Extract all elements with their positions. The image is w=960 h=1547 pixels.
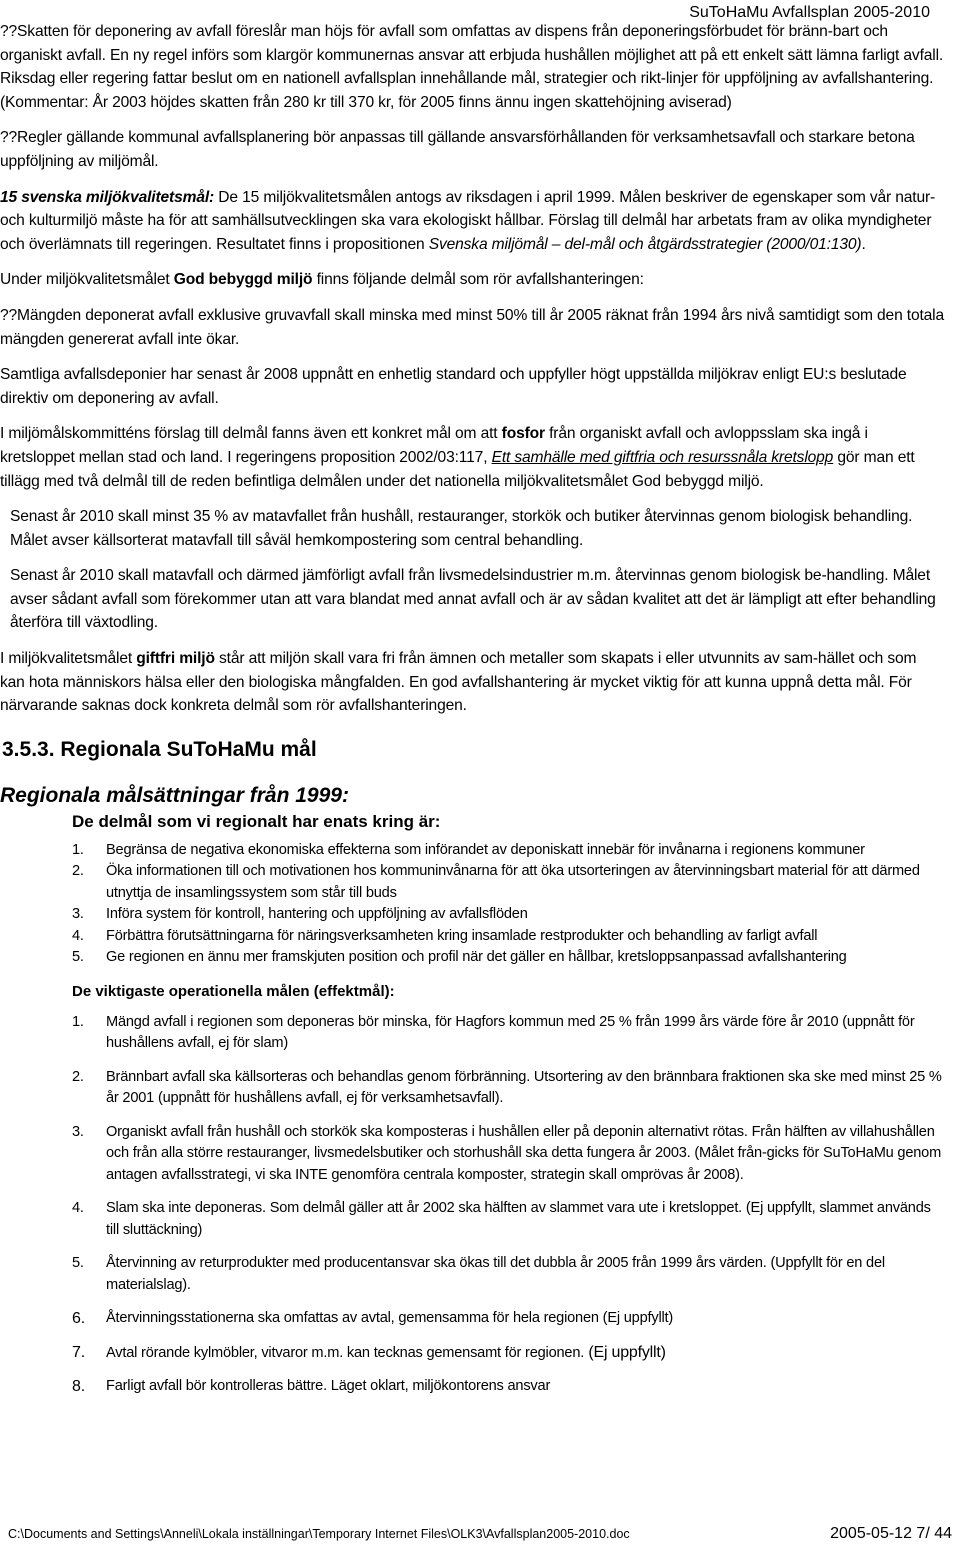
file-path: C:\Documents and Settings\Anneli\Lokala inställningar\Temporary Internet Files\OLK3\Avfallsplan2005-2010.doc: [8, 1527, 630, 1541]
list-item: 4. Slam ska inte deponeras. Som delmål gäller att år 2002 ska hälften av slammet vara ute i kretsloppet. (Ej uppfyllt, slammet används till sluttäckning): [72, 1200, 931, 1238]
list-item: 4. Förbättra förutsättningarna för näringsverksamheten kring insamlade restprodukter och behandling av farligt avfall: [72, 927, 818, 944]
list-item: 1. Begränsa de negativa ekonomiska effekterna som införandet av deponiskatt innebär för invånarna i regionens kommuner: [72, 841, 865, 858]
paragraph-phosphorus: I miljömålskommitténs förslag till delmål fanns även ett konkret mål om att fosfor från organiskt avfall och avloppsslam ska ingå i kretsloppet mellan stad och land. I regeringens proposition 2002/03:117, Ett samhälle med giftfria och resurssnåla kretslopp gör man ett tillägg med två delmål till de reden befintliga delmålen under det nationella miljökvalitetsmålet God bebyggd miljö.: [0, 425, 915, 490]
list-item: 3. Organiskt avfall från hushåll och storkök ska komposteras i hushållen eller på deponin alternativt rötas. Från hälften av villahushållen och från alla större restauranger, livsmedelsbutiker och storhushåll ska detta fungera år 2003. (Målet från-gicks för SuToHaMu genom antagen avfallsstrategi, vi ska INTE genomföra centrala komposter, strategin skall omprövas år 2008).: [72, 1123, 942, 1183]
list-item: 5. Ge regionen en ännu mer framskjuten position och profil när det gäller en hållbar, kretsloppsanpassad avfallshantering: [72, 949, 847, 966]
date-page-number: 2005-05-12 7/ 44: [830, 1525, 952, 1542]
list-item: 2. Öka informationen till och motivationen hos kommuninvånarna för att öka utsorteringen av återvinningsbart material för att därmed utnyttja de insamlingssystem som står till buds: [72, 863, 920, 901]
regional-goals-list: [0, 840, 945, 969]
list-item: 2. Brännbart avfall ska källsorteras och behandlas genom förbränning. Utsortering av den brännbara fraktionen ska ske med minst 25 % år 2001 (uppnått för hushållens avfall, ej för verksamhetsavfall).: [72, 1068, 942, 1107]
paragraph-environmental-goals: 15 svenska miljökvalitetsmål: De 15 miljökvalitetsmålen antogs av riksdagen i april 1999. Målen beskriver de egenskaper som vår natur- och kulturmiljö måste ha för att samhällsutvecklingen ska vara ekologiskt hållbar. Förslag till delmål har arbetats fram av olika myndigheter och överlämnats till regeringen. Resultatet finns i propositionen Svenska miljömål – del-mål och åtgärdsstrategier (2000/01:130).: [0, 188, 936, 253]
operational-goals-title: De viktigaste operationella målen (effektmål):: [72, 982, 395, 1000]
section-heading: 3.5.3. Regionala SuToHaMu mål: [2, 737, 317, 761]
document-footer: [8, 1525, 952, 1543]
list-item: 5. Återvinning av returprodukter med producentansvar ska ökas till det dubbla år 2005 från 1999 års värden. (Uppfyllt för en del materialslag).: [72, 1255, 885, 1293]
list-item: 7. Avtal rörande kylmöbler, vitvaror m.m. kan tecknas gemensamt för regionen. (Ej uppfyllt): [72, 1343, 666, 1361]
paragraph-municipal-rules: ??Regler gällande kommunal avfallsplanering bör anpassas till gällande ansvarsförhållanden för verksamhetsavfall och starkare betona uppföljning av miljömål.: [0, 129, 915, 170]
operational-goals-list: [0, 1012, 945, 1398]
paragraph-toxic-free: I miljökvalitetsmålet giftfri miljö står att miljön skall vara fri från ämnen och metaller som skapats i eller utvunnits av sam-hället och som kan hota människors hälsa eller den biologiska mångfalden. En god avfallshantering är mycket viktig för att kunna uppnå detta mål. För närvarande saknas dock konkreta delmål som rör avfallshanteringen.: [0, 650, 917, 715]
paragraph-good-built-environment: Under miljökvalitetsmålet God bebyggd miljö finns följande delmål som rör avfallshanteringen:: [0, 271, 644, 289]
paragraph-landfill-reduction: ??Mängden deponerat avfall exklusive gruvavfall skall minska med minst 50% till år 2005 räknat från 1994 års nivå samtidigt som den totala mängden genererat avfall inte ökar.: [0, 306, 945, 348]
paragraph-food-waste-industry: Senast år 2010 skall matavfall och därmed jämförligt avfall från livsmedelsindustrier m.m. återvinnas genom biologisk be-handling. Målet avser sådant avfall som förekommer utan att vara blandat med annat avfall och är av sådan kvalitet att det är lämpligt att efter behandling återföra till växtodling.: [10, 567, 936, 632]
bullet-marker: ??: [0, 129, 18, 147]
document-header: SuToHaMu Avfallsplan 2005-2010: [689, 4, 930, 21]
list-item: 8. Farligt avfall bör kontrolleras bättre. Läget oklart, miljökontorens ansvar: [72, 1378, 551, 1396]
paragraph-landfill-standard: Samtliga avfallsdeponier har senast år 2008 uppnått en enhetlig standard och uppfyller högt uppställda miljökrav enligt EU:s beslutade direktiv om deponering av avfall.: [0, 366, 907, 407]
document-body: [0, 20, 945, 1410]
list-item: 1. Mängd avfall i regionen som deponeras bör minska, för Hagfors kommun med 25 % från 1999 års värde före år 2010 (uppnått för hushållens avfall, ej för slam): [72, 1013, 915, 1052]
list-item: 6. Återvinningsstationerna ska omfattas av avtal, gemensamma för hela regionen (Ej uppfyllt): [72, 1310, 674, 1328]
paragraph-tax-proposal: ??Skatten för deponering av avfall föreslår man höjs för avfall som omfattas av dispens från deponeringsförbudet för bränn-bart och organiskt avfall. En ny regel införs som klargör kommunernas ansvar att erbjuda hushållen möjlighet att på ett enkelt sätt lämna farligt avfall. Riksdag eller regering fattar beslut om en nationell avfallsplan innehållande mål, strategier och rikt-linjer för uppföljning av avfallshantering. (Kommentar: År 2003 höjdes skatten från 280 kr till 370 kr, för 2005 finns ännu ingen skattehöjning aviserad): [0, 23, 944, 111]
regional-goals-title: Regionala målsättningar från 1999:: [0, 783, 349, 807]
bullet-marker: ??: [0, 306, 18, 324]
list-item: 3. Införa system för kontroll, hantering och uppföljning av avfallsflöden: [72, 906, 528, 923]
regional-goals-subtitle: De delmål som vi regionalt har enats kring är:: [72, 811, 441, 831]
paragraph-food-waste-households: Senast år 2010 skall minst 35 % av matavfallet från hushåll, restauranger, storkök och butiker återvinnas genom biologisk behandling. Målet avser källsorterat matavfall till såväl hemkompostering som central behandling.: [10, 508, 913, 549]
bullet-marker: ??: [0, 23, 18, 40]
